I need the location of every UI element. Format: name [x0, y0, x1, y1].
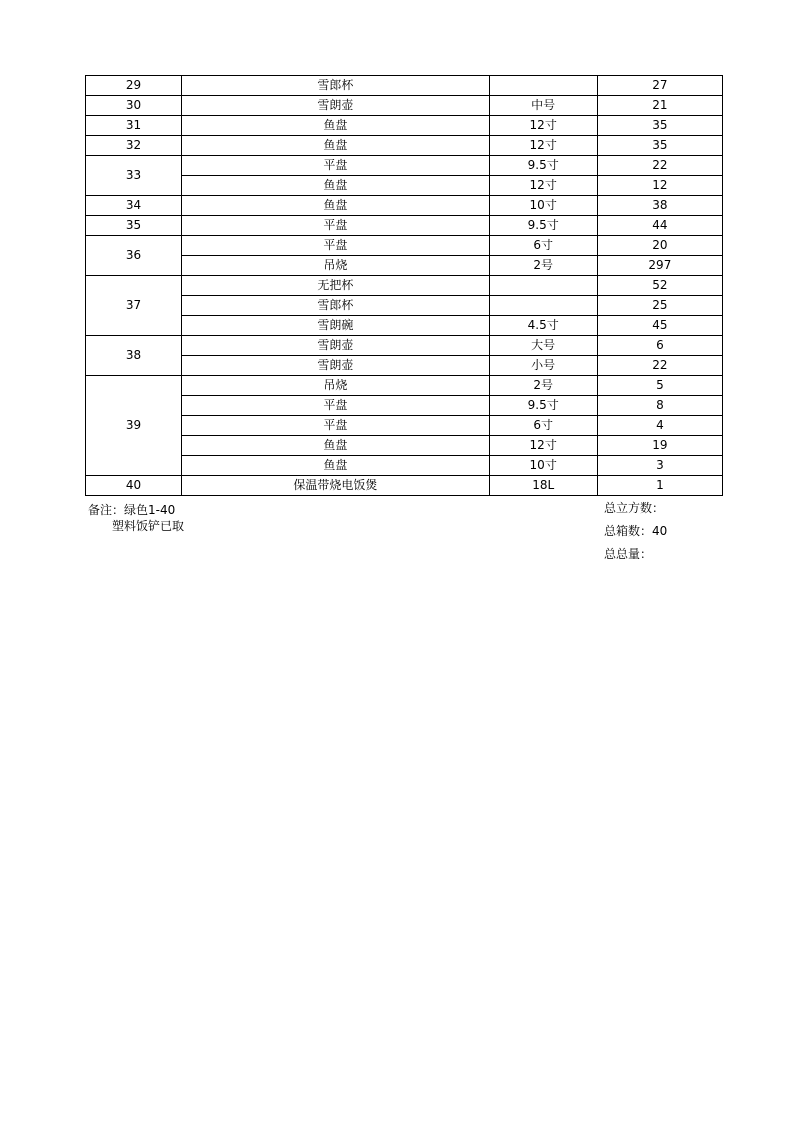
- table-row: [86, 416, 723, 436]
- item-spec: 10寸: [489, 196, 597, 216]
- item-name: 雪朗壶: [182, 96, 489, 116]
- item-name: 平盘: [182, 236, 489, 256]
- item-name: 平盘: [182, 156, 489, 176]
- table-row: [86, 376, 723, 396]
- item-spec: 9.5寸: [489, 396, 597, 416]
- item-spec: 12寸: [489, 436, 597, 456]
- item-number: 31: [86, 116, 182, 136]
- table-row: [86, 76, 723, 96]
- item-spec: 12寸: [489, 116, 597, 136]
- item-number: 36: [86, 236, 182, 276]
- item-quantity: 27: [597, 76, 722, 96]
- item-number: 37: [86, 276, 182, 336]
- table-row: [86, 276, 723, 296]
- summary: [604, 500, 667, 569]
- item-name: 雪郎杯: [182, 296, 489, 316]
- table-row: [86, 96, 723, 116]
- item-quantity: 45: [597, 316, 722, 336]
- item-number: 30: [86, 96, 182, 116]
- table-row: [86, 436, 723, 456]
- table-row: [86, 116, 723, 136]
- table-row: [86, 136, 723, 156]
- item-quantity: 35: [597, 116, 722, 136]
- item-name: 雪郎杯: [182, 76, 489, 96]
- item-quantity: 6: [597, 336, 722, 356]
- item-name: 鱼盘: [182, 116, 489, 136]
- item-number: 40: [86, 476, 182, 496]
- item-number: 32: [86, 136, 182, 156]
- table-row: [86, 176, 723, 196]
- item-quantity: 38: [597, 196, 722, 216]
- item-quantity: 5: [597, 376, 722, 396]
- item-spec: [489, 296, 597, 316]
- item-number: 38: [86, 336, 182, 376]
- item-name: 雪朗壶: [182, 336, 489, 356]
- total-volume: 总立方数：: [604, 501, 665, 515]
- table-row: [86, 156, 723, 176]
- item-spec: 9.5寸: [489, 156, 597, 176]
- item-quantity: 297: [597, 256, 722, 276]
- item-number: 33: [86, 156, 182, 196]
- item-quantity: 35: [597, 136, 722, 156]
- table-row: [86, 456, 723, 476]
- total-weight: 总总量：: [604, 547, 653, 561]
- item-name: 鱼盘: [182, 176, 489, 196]
- item-number: 35: [86, 216, 182, 236]
- item-name: 吊烧: [182, 376, 489, 396]
- table-row: [86, 256, 723, 276]
- item-quantity: 8: [597, 396, 722, 416]
- item-spec: 大号: [489, 336, 597, 356]
- item-spec: 12寸: [489, 136, 597, 156]
- table-row: [86, 236, 723, 256]
- remarks-line-2: 塑料饭铲已取: [112, 519, 185, 533]
- item-quantity: 22: [597, 156, 722, 176]
- item-spec: 2号: [489, 376, 597, 396]
- item-spec: 6寸: [489, 236, 597, 256]
- table-row: [86, 316, 723, 336]
- table-row: [86, 476, 723, 496]
- item-spec: 18L: [489, 476, 597, 496]
- item-quantity: 52: [597, 276, 722, 296]
- item-number: 34: [86, 196, 182, 216]
- item-spec: 12寸: [489, 176, 597, 196]
- item-spec: 2号: [489, 256, 597, 276]
- packing-list-table: [85, 75, 723, 496]
- item-spec: [489, 276, 597, 296]
- item-quantity: 19: [597, 436, 722, 456]
- item-name: 鱼盘: [182, 436, 489, 456]
- remarks: [88, 502, 184, 534]
- item-quantity: 4: [597, 416, 722, 436]
- table-row: [86, 196, 723, 216]
- item-name: 平盘: [182, 396, 489, 416]
- item-name: 雪朗壶: [182, 356, 489, 376]
- item-name: 鱼盘: [182, 136, 489, 156]
- item-number: 39: [86, 376, 182, 476]
- item-spec: 中号: [489, 96, 597, 116]
- item-name: 保温带烧电饭煲: [182, 476, 489, 496]
- item-name: 吊烧: [182, 256, 489, 276]
- total-boxes: 总箱数：40: [604, 524, 668, 538]
- item-quantity: 1: [597, 476, 722, 496]
- item-spec: [489, 76, 597, 96]
- remarks-line-1: 备注：绿色1-40: [88, 503, 176, 517]
- item-name: 平盘: [182, 216, 489, 236]
- item-quantity: 20: [597, 236, 722, 256]
- item-quantity: 3: [597, 456, 722, 476]
- item-name: 鱼盘: [182, 456, 489, 476]
- item-quantity: 22: [597, 356, 722, 376]
- table-row: [86, 356, 723, 376]
- item-spec: 4.5寸: [489, 316, 597, 336]
- item-name: 无把杯: [182, 276, 489, 296]
- item-quantity: 21: [597, 96, 722, 116]
- table-row: [86, 216, 723, 236]
- item-spec: 10寸: [489, 456, 597, 476]
- item-quantity: 12: [597, 176, 722, 196]
- item-name: 平盘: [182, 416, 489, 436]
- table-row: [86, 396, 723, 416]
- item-quantity: 44: [597, 216, 722, 236]
- table-row: [86, 296, 723, 316]
- item-quantity: 25: [597, 296, 722, 316]
- table-row: [86, 336, 723, 356]
- item-number: 29: [86, 76, 182, 96]
- item-name: 雪朗碗: [182, 316, 489, 336]
- item-spec: 6寸: [489, 416, 597, 436]
- item-spec: 小号: [489, 356, 597, 376]
- item-spec: 9.5寸: [489, 216, 597, 236]
- item-name: 鱼盘: [182, 196, 489, 216]
